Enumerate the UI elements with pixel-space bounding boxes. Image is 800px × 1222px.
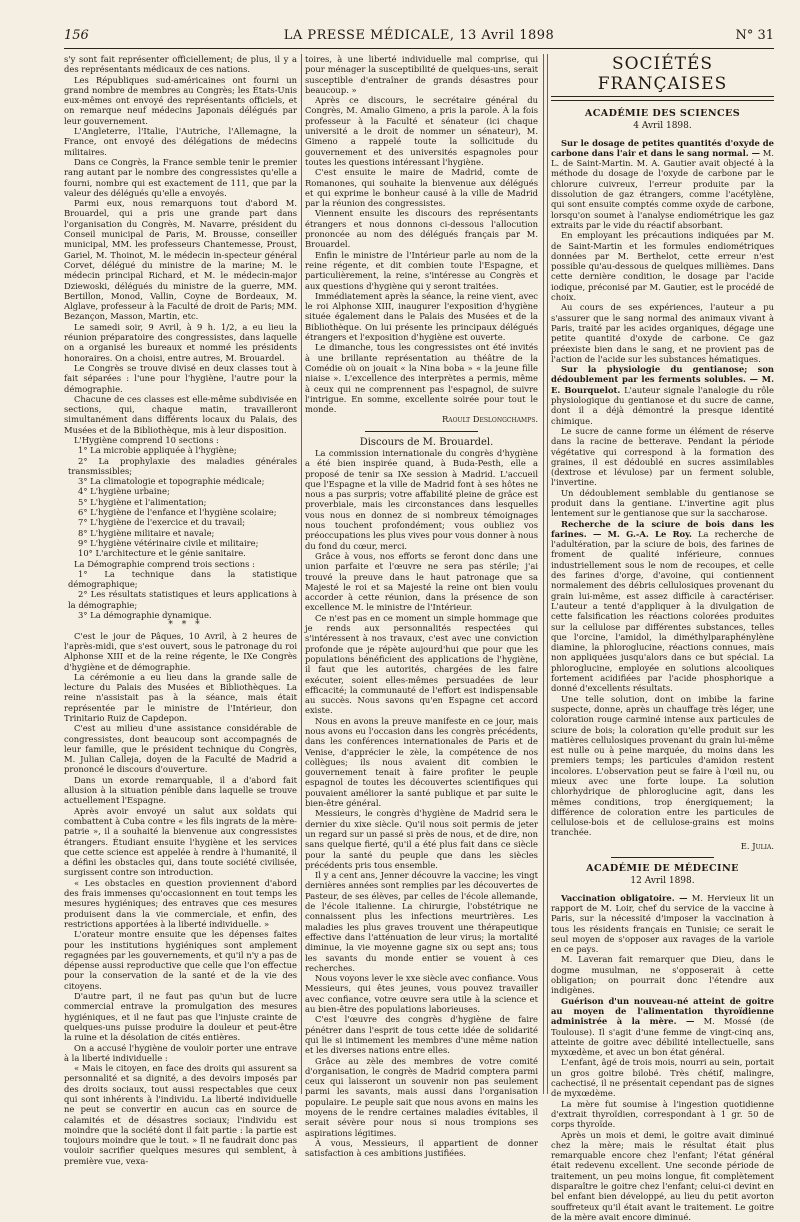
hygiene-section: 9° L'hygiène vétérinaire civile et militaire; bbox=[78, 537, 259, 548]
demography-section: 3° La démographie dynamique. bbox=[78, 610, 212, 621]
article-divider bbox=[365, 431, 478, 432]
paragraph: Après ce discours, le secrétaire général du Congrès, M. Amalio Gimeno, a pris la parole. À la fois professeur à la Faculté et sénateur (ici chaque université a le droit de nommer un sénateur), M. Gimeno a rappelé toute la sollicitude du gouvernement et des universités espagnoles pour toutes les questions intéressant l'hygiène. bbox=[305, 95, 538, 167]
academy-date: 4 Avril 1898. bbox=[633, 121, 692, 132]
paragraph: L'orateur montre ensuite que les dépenses faites pour les institutions hygiéniques sont amplement regagnées par les gouvernements, et qu'il n'y a pas de dépense aussi reproductive que celle que l'on effectue pour la conservation de la santé et de la vie des citoyens. bbox=[64, 929, 297, 991]
paragraph: Chacune de ces classes est elle-même subdivisée en sections, qui, chaque matin, travailleront simultanément dans différents locaux du Palais, des Musées et de la Bibliothèque, mis à leur disposition. bbox=[64, 393, 297, 435]
paragraph: Nous voyons lever le xxe siècle avec confiance. Vous Messieurs, qui êtes jeunes, vous pouvez travailler avec confiance, votre œuvre sera utile à la science et au bien-être des populations laborieuses. bbox=[305, 973, 539, 1015]
column-3 bbox=[551, 54, 774, 1222]
paragraph: Les Républiques sud-américaines ont fourni un grand nombre de membres au Congrès; les États-Unis eux-mêmes ont envoyé des représentants officiels, et on remarque neuf médecins Japonais délégués par leur gouvernement. bbox=[64, 74, 297, 126]
column-1 bbox=[64, 54, 297, 1166]
paragraph: Le Congrès se trouve divisé en deux classes tout à fait séparées : l'une pour l'hygiène, l'autre pour la démographie. bbox=[64, 362, 297, 394]
title-rule bbox=[551, 96, 774, 101]
hygiene-section: 4° L'hygiène urbaine; bbox=[78, 486, 170, 497]
paragraph: Il y a cent ans, Jenner découvre la vaccine; les vingt dernières années sont remplies par les découvertes de Pasteur, de ses élèves, par celles de l'école allemande, de l'école italienne. La chirurgie, l'obstétrique ne connaissent plus les infections meurtrières. Les maladies les plus graves trouvent une thérapeutique effective dans l'atténuation de leur virus; la mortalité diminue, la vie moyenne gagne six ou sept ans; tous les savants du monde entier se vouent à ces recherches. bbox=[305, 870, 538, 973]
paragraph: C'est l'œuvre des congrès d'hygiène de faire pénétrer dans l'esprit de tous cette idée de solidarité qui lie si intimement les membres d'une même nation et les diverses nations entre elles. bbox=[305, 1014, 538, 1056]
paragraph: toires, à une liberté individuelle mal comprise, qui pour ménager la susceptibilité de quelques-uns, serait susceptible d'entraîner de grands désastres pour beaucoup. » bbox=[305, 54, 538, 95]
page-number: 156 bbox=[64, 28, 89, 43]
paragraph: Le dimanche, tous les congressistes ont été invités à une brillante représentation au théâtre de la Comédie où on jouait « la Nina boba » « la jeune fille niaise ». L'excellence des interprètes a permis, même à ceux qui ne comprennent pas l'espagnol, de suivre l'intrigue. En somme, excellente soirée pour tout le monde. bbox=[305, 342, 538, 415]
paper-text: M. Hervieux lit un rapport de M. Loir, chef du service de la vaccine à Paris, sur la nécessité d'imposer la vaccination à tous les résidents français en Tunisie; ce serait le seul moyen de s'opposer aux ravages de la variole en ce pays. bbox=[551, 892, 774, 955]
paragraph: Grâce à vous, nos efforts se feront donc dans une union parfaite et l'œuvre ne sera pas stérile; j'ai trouvé la preuve dans le haut patronage que sa Majesté le roi et sa Majesté la reine ont bien voulu accorder à cette réunion, dans la présence de son excellence M. le ministre de l'Intérieur. bbox=[305, 550, 538, 613]
paragraph: C'est au milieu d'une assistance considérable de congressistes, dont beaucoup sont accompagnés de leur famille, que le président technique du Congrès, M. Julian Calleja, doyen de la Faculté de Madrid a prononcé le discours d'ouverture. bbox=[64, 723, 297, 775]
article-signature: Raoult Deslongchamps. bbox=[441, 414, 538, 425]
paragraph: La cérémonie a eu lieu dans la grande salle de lecture du Palais des Musées et Bibliothèques. La reine n'assistait pas à la séance, mais était représentée par le ministre de l'Intérieur, don Trinitario Ruiz de Capdepon. bbox=[64, 671, 297, 723]
hygiene-section: 7° L'hygiène de l'exercice et du travail; bbox=[78, 517, 246, 528]
paper-text: L'enfant, âgé de trois mois, nourri au sein, portait un gros goitre bilobé. Très chétif, malingre, cachectisé, il ne présentait cependant pas de signes de myxœdème. bbox=[551, 1057, 774, 1099]
academy-divider bbox=[611, 857, 714, 858]
paragraph: « Les obstacles en question proviennent d'abord des frais immenses qu'occasionnent en tout temps les mesures hygiéniques; des entraves que ces mesures produisent dans la vie commerciale, et enfin, des restrictions apportées à la liberté individuelle. » bbox=[64, 877, 297, 929]
discours-title: Discours de M. Brouardel. bbox=[359, 436, 494, 448]
demography-intro: La Démographie comprend trois sections : bbox=[74, 558, 255, 569]
paper-text: M. L. de Saint-Martin. M. A. Gautier avait objecté à la méthode du dosage de l'oxyde de carbone par le chlorure cuivreux, l'erreur produite par la dissolution de gaz étrangers, comme l'acétylène, qui sont ensuite comptés comme oxyde de carbone, lorsqu'on soumet à l'analyse endiométrique les gaz extraits par le vide du réactif absorbant. bbox=[551, 147, 774, 230]
hygiene-section: 3° La climatologie et topographie médicale; bbox=[78, 476, 265, 487]
paragraph: s'y sont fait représenter officiellement; de plus, il y a des représentants médicaux de ces nations. bbox=[64, 54, 297, 75]
hygiene-intro: L'Hygiène comprend 10 sections : bbox=[74, 434, 219, 445]
paragraph: D'autre part, il ne faut pas qu'un but de lucre commercial entrave la promulgation des mesures hygiéniques, et il ne faut pas que l'injuste crainte de quelques-uns puisse produire la douleur et peut-être la ruine et la désolation de cités entières. bbox=[64, 991, 297, 1043]
paragraph: Parmi eux, nous remarquons tout d'abord M. Brouardel, qui a pris une grande part dans l'organisation du Congrès, M. Navarre, président du Conseil municipal de Paris, M. Brousse, conseiller municipal, MM. les professeurs Chantemesse, Proust, Gariel, M. Thoinot, M. le médecin in-specteur général Corvet, délégué du ministre de la marine; M. le médecin principal Richard, et M. le médecin-major Dziewoski, délégués du ministre de la guerre, MM. Bertillon, Monod, Vallin, Coyne de Bordeaux, M. Alglave, professeur à la Faculté de droit de Paris; MM. Bezançon, Masson, Martin, etc. bbox=[64, 198, 297, 322]
paper-heading: Vaccination obligatoire. — bbox=[561, 892, 688, 903]
paragraph: Ce n'est pas en ce moment un simple hommage que je rends aux personnalités respectées qui s'intéressent à nos travaux, c'est avec une conviction profonde que je répète aujourd'hui que pour que les populations bénéficient des applications de l'hygiène, il faut que les autorités, chargées de les faire exécuter, soient elles-mêmes persuadées de leur efficacité; la communauté de l'effort est indispensable au succès. Nous savons qu'en Espagne cet accord existe. bbox=[305, 612, 538, 716]
paper-text: Un dédoublement semblable du gentianose se produit dans la gentiane. L'invertine agit plus lentement sur le gentianose que sur la saccharose. bbox=[551, 487, 774, 519]
column-2 bbox=[305, 54, 539, 1159]
paragraph: Après avoir envoyé un salut aux soldats qui combattent à Cuba contre « les fils ingrats de la mère-patrie », il a souhaité la bienvenue aux congressistes étrangers. Étudiant ensuite l'hygiène et les services que cette science est appelée à rendre à l'humanité, il a défini les obstacles qui, dans toute société civilisée, surgissent contre son introduction. bbox=[64, 805, 297, 878]
paper-text: La recherche de l'adultération, par la sciure de bois, des farines de froment de qualité inférieure, connues industriellement sous le nom de recoupes, et celle des farines d'orge, d'avoine, qui contiennent normalement des débris cellulosiques provenant du grain lui-même, est assez difficile à caractériser. L'auteur a tenté d'appliquer à la divulgation de cette falsification les réactions colorées produites sur la cellulose par différentes substances, telles que l'orcine, l'amidol, la diméthylparaphénylène diamine, la phloroglucine, réactions connues, mais non appliquées jusqu'alors dans ce but spécial. La phloroglucine, employée en solutions alcooliques fortement acidifiées par l'acide phosphorique a donné d'excellents résultats. bbox=[551, 528, 774, 694]
column-divider bbox=[301, 54, 302, 1094]
hygiene-section: 6° L'hygiène de l'enfance et l'hygiène scolaire; bbox=[78, 507, 277, 518]
section-separator: * * * bbox=[168, 620, 203, 631]
paragraph: Nous en avons la preuve manifeste en ce jour, mais nous avons eu l'occasion dans les congrès précédents, dans les conférences internationales de Paris et de Venise, d'apprécier le zèle, la compétence de nos collègues; ils nous avaient dit combien le gouvernement tenait à faire profiter le peuple espagnol de toutes les découvertes scientifiques qui pouvaient améliorer la santé publique et par suite le bien-être général. bbox=[305, 715, 538, 809]
paper-text: M. Laveran fait remarquer que Dieu, dans le dogme musulman, ne s'opposerait à cette obligation; on pourrait donc l'étendre aux indigènes. bbox=[551, 954, 774, 996]
paragraph: Dans ce Congrès, la France semble tenir le premier rang autant par le nombre des congressistes qu'elle a fourni, nombre qui est exactement de 111, que par la valeur des délégués qu'elle a envoyés. bbox=[64, 156, 297, 198]
paragraph: C'est le jour de Pâques, 10 Avril, à 2 heures de l'après-midi, que s'est ouvert, sous le patronage du roi Alphonse XIII et de la reine régente, le IXe Congrès d'hygiène et de démographie. bbox=[64, 630, 297, 672]
paragraph: « Mais le citoyen, en face des droits qui assurent sa personnalité et sa dignité, a des devoirs imposés par des droits sociaux, tout aussi respectables que ceux qui sont inhérents à l'individu. La liberté individuelle ne peut se convertir en aucun cas en source de calamités et de désastres sociaux; l'individu est moindre que la société dont il fait partie : la partie est toujours moindre que le tout. » Il ne faudrait donc pas vouloir sacrifier quelques mesures qui semblent, à première vue, vexa- bbox=[64, 1063, 297, 1166]
paper-text: En employant les précautions indiquées par M. de Saint-Martin et les formules endiométriques données par M. Berthelot, cette erreur n'est possible qu'au-dessous de quelques millièmes. Dans cette dernière condition, le dosage par l'acide iodique, préconisé par M. Gautier, est le procédé de choix. bbox=[551, 230, 774, 303]
hygiene-section: 5° L'hygiène et l'alimentation; bbox=[78, 496, 207, 507]
hygiene-section: 2° La prophylaxie des maladies générales transmissibles; bbox=[68, 455, 297, 476]
paper-text: M. Mossé (de Toulouse). Il s'agit d'une femme de vingt-cinq ans, atteinte de goitre avec débilité intellectuelle, sans myxœdème, et avec un bon état général. bbox=[551, 1016, 774, 1058]
paper-text: Après un mois et demi, le goitre avait diminué chez la mère; mais le résultat était plus remarquable encore chez l'enfant; l'état général était redevenu excellent. Une seconde période de traitement, un peu moins longue, fit complètement disparaître le goitre chez l'enfant; celui-ci devint en bel enfant bien développé, au lieu du petit avorton souffreteux qu'il était avant le traitement. Le goitre de la mère avait encore diminué. bbox=[551, 1129, 774, 1222]
paper-text: L'auteur signale l'analogie du rôle physiologique du gentianose et du sucre de canne, dont il a déjà démontré la presque identité chimique. bbox=[551, 384, 774, 426]
paragraph: Viennent ensuite les discours des représentants étrangers et nous donnons ci-dessous l'allocution prononcée au nom des délégués français par M. Brouardel. bbox=[305, 208, 538, 250]
academy-name: ACADÉMIE DES SCIENCES bbox=[584, 108, 741, 119]
report-author: E. Julia. bbox=[740, 840, 774, 851]
academy-name: ACADÉMIE DE MÉDECINE bbox=[586, 863, 739, 875]
academy-date: 12 Avril 1898. bbox=[630, 876, 695, 887]
section-title: SOCIÉTÉS FRANÇAISES bbox=[597, 54, 728, 94]
column-divider bbox=[547, 54, 548, 1094]
issue-number: N° 31 bbox=[735, 28, 774, 43]
paper-text: La mère fut soumise à l'ingestion quotidienne d'extrait thyroïdien, correspondant à 1 gr. 50 de corps thyroïde. bbox=[551, 1098, 774, 1130]
hygiene-section: 8° L'hygiène militaire et navale; bbox=[78, 527, 215, 538]
hygiene-section: 10° L'architecture et le génie sanitaire. bbox=[78, 548, 246, 559]
paragraph: Dans un exorde remarquable, il a d'abord fait allusion à la situation pénible dans laquelle se trouve actuellement l'Espagne. bbox=[64, 774, 297, 806]
journal-title: LA PRESSE MÉDICALE, 13 Avril 1898 bbox=[283, 28, 555, 43]
paper-heading: Guérison d'un nouveau-né atteint de goitre au moyen de l'alimentation thyroïdienne administrée à la mère. — bbox=[551, 995, 774, 1027]
hygiene-section: 1° La microbie appliquée à l'hygiène; bbox=[78, 445, 237, 456]
paragraph: Immédiatement après la séance, la reine vient, avec le roi Alphonse XIII, inaugurer l'exposition d'hygiène située également dans le Palais des Musées et de la Bibliothèque. On lui présente les principaux délégués étrangers et l'exposition d'hygiène est ouverte. bbox=[305, 290, 538, 343]
paragraph: Le samedi soir, 9 Avril, à 9 h. 1/2, a eu lieu la réunion préparatoire des congressistes, dans laquelle on a organisé les bureaux et nommé les présidents honoraires. On a choisi, entre autres, M. Brouardel. bbox=[64, 321, 297, 363]
paragraph: La commission internationale du congrès d'hygiène a été bien inspirée quand, à Buda-Pesth, elle a proposé de tenir sa IXe session à Madrid. L'accueil que l'Espagne et la ville de Madrid font à ses hôtes ne nous a pas surpris; votre affabilité pleine de grâce est proverbiale, mais les circonstances dans lesquelles vous nous en donnez de si nombreux témoignages nous touchent profondément; vous oubliez vos préoccupations les plus vives pour vous donner à nous du fond du cœur, merci. bbox=[305, 447, 538, 551]
paragraph: On a accusé l'hygiène de vouloir porter une entrave à la liberté individuelle : bbox=[64, 1042, 297, 1063]
paper-text: Une telle solution, dont on imbibe la farine suspecte, donne, après un chauffage très léger, une coloration rouge carminé intense aux particules de sciure de bois; la coloration qu'elle produit sur les matières cellulosiques provenant du grain lui-même est nulle ou à peine marquée, du moins dans les premiers temps; les particules d'amidon restent incolores. L'observation peut se faire à l'œil nu, ou mieux avec une forte loupe. La solution chlorhydrique de phloroglucine agit, dans les mêmes conditions, trop énergiquement; la différence de coloration entre les particules de cellulose-bois et de cellulose-grains est moins tranchée. bbox=[551, 693, 774, 838]
paper-text: Au cours de ses expériences, l'auteur a pu s'assurer que le sang normal des animaux vivant à Paris, traité par les acides organiques, dégage une petite quantité d'oxyde de carbone. Ce gaz préexiste bien dans le sang, et ne provient pas de l'action de l'acide sur les substances hématiques. bbox=[551, 302, 774, 364]
paper-heading: Recherche de la sciure de bois dans les farines. — M. G.-A. Le Roy. bbox=[551, 518, 774, 539]
paper-heading: Sur la physiologie du gentianose; son dédoublement par les ferments solubles. — M. E. Bourquelot. bbox=[551, 364, 774, 395]
demography-section: 1° La technique dans la statistique démographique; bbox=[68, 568, 297, 590]
paragraph: C'est ensuite le maire de Madrid, comte de Romanones, qui souhaite la bienvenue aux délégués et qui exprime le bonheur causé à la ville de Madrid par la réunion des congressistes. bbox=[305, 167, 538, 209]
paragraph: À vous, Messieurs, il appartient de donner satisfaction à ces ambitions justifiées. bbox=[305, 1137, 538, 1159]
paragraph: Messieurs, le congrès d'hygiène de Madrid sera le dernier du xixe siècle. Qu'il nous soit permis de jeter un regard sur un passé si près de nous, et de dire, non sans quelque fierté, qu'il a été plus fait dans ce siècle pour la santé du peuple que dans les siècles précédents pris tous ensemble. bbox=[305, 808, 538, 870]
paper-text: Le sucre de canne forme un élément de réserve dans la racine de betterave. Pendant la période végétative qui correspond à la formation des graines, il est dédoublé en sucres assimilables (dextrose et lévulose) par un ferment soluble, l'invertine. bbox=[551, 425, 774, 488]
demography-section: 2° Les résultats statistiques et leurs applications à la démographie; bbox=[68, 589, 297, 610]
paper-heading: Sur le dosage de petites quantités d'oxyde de carbone dans l'air et dans le sang normal. — bbox=[551, 137, 774, 158]
paragraph: Enfin le ministre de l'Intérieur parle au nom de la reine régente, et dit combien toute l'Espagne, et particulièrement, la reine, s'intéresse au Congrès et aux questions d'hygiène qui y seront traitées. bbox=[305, 249, 538, 291]
page-header bbox=[64, 28, 774, 49]
column-divider bbox=[543, 54, 544, 1094]
paragraph: Grâce au zèle des membres de votre comité d'organisation, le congrès de Madrid comptera parmi ceux qui laisseront un souvenir non pas seulement parmi les savants, mais aussi dans l'organisation populaire. Le peuple sait que nous avons en mains les moyens de le rendre certaines maladies évitables, il serait sévère pour nous si nous trompions ses aspirations légitimes. bbox=[305, 1055, 538, 1138]
paragraph: L'Angleterre, l'Italie, l'Autriche, l'Allemagne, la France, ont envoyé des délégations de médecins militaires. bbox=[64, 126, 297, 157]
